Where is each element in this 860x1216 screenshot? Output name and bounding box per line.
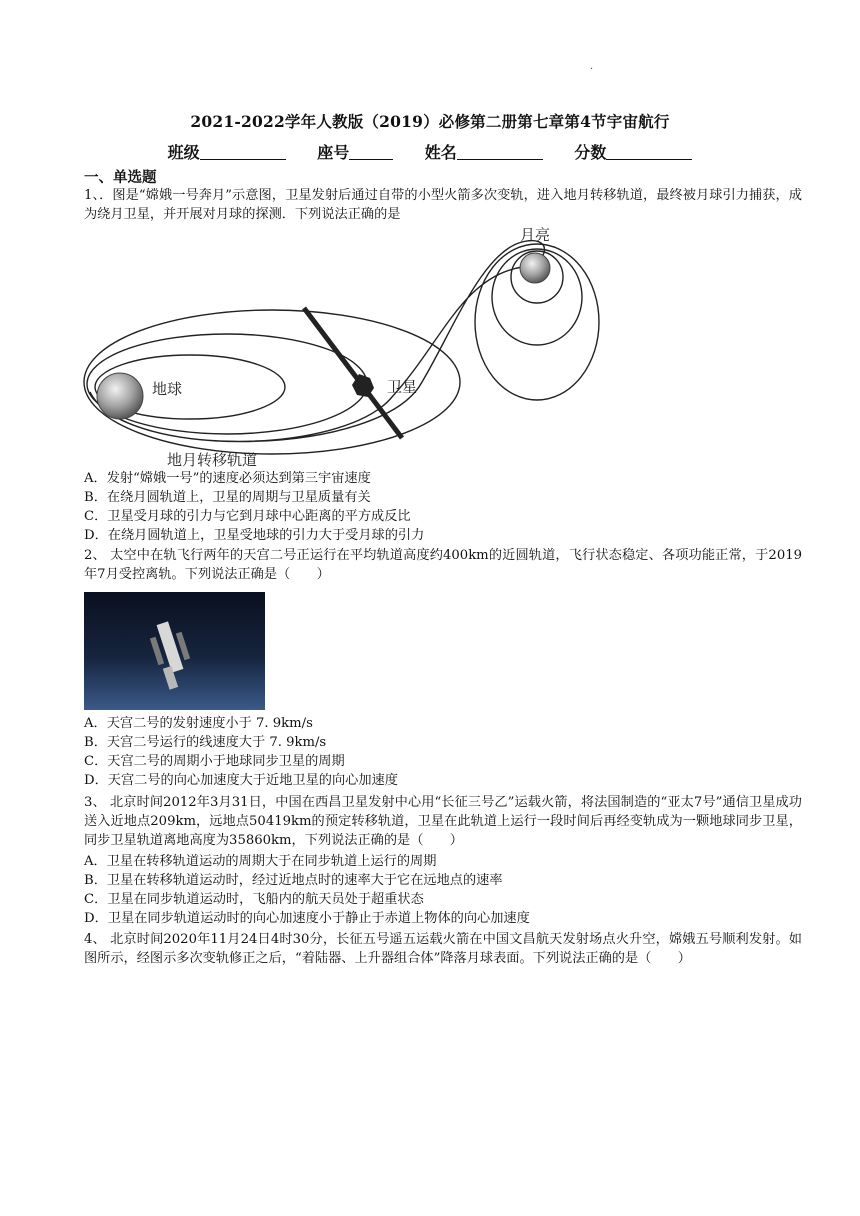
q1-option-d: D．在绕月圆轨道上，卫星受地球的引力大于受月球的引力 <box>84 528 425 543</box>
q3-option-a: A．卫星在转移轨道运动的周期大于在同步轨道上运行的周期 <box>84 854 437 869</box>
q2-option-b: B．天宫二号运行的线速度大于 7. 9km/s <box>84 735 327 750</box>
q3-option-d: D．卫星在同步轨道运动时的向心加速度小于静止于赤道上物体的向心加速度 <box>84 911 530 926</box>
moon-label: 月亮 <box>520 226 551 244</box>
q1-option-a: A．发射“嫦娥一号”的速度必须达到第三宇宙速度 <box>84 471 371 486</box>
q3-option-b: B．卫星在转移轨道运动时，经过近地点时的速率大于它在远地点的速率 <box>84 873 503 888</box>
q1-option-c: C．卫星受月球的引力与它到月球中心距离的平方成反比 <box>84 509 411 524</box>
q3-option-c: C．卫星在同步轨道运动时，飞船内的航天员处于超重状态 <box>84 892 424 907</box>
q2-option-a: A．天宫二号的发射速度小于 7. 9km/s <box>84 716 313 731</box>
header-dot: · <box>590 64 594 75</box>
earth-label: 地球 <box>152 380 183 398</box>
earth <box>97 373 143 419</box>
field-seat: 座号 <box>317 143 393 162</box>
earth-moon-orbit-figure <box>82 222 602 474</box>
question-1-stem: 1、．图是“嫦娥一号奔月”示意图，卫星发射后通过自带的小型火箭多次变轨，进入地月转移轨道，最终被月球引力捕获，成为绕月卫星，并开展对月球的探测．下列说法正确的是 <box>84 188 802 222</box>
student-info-fields <box>0 140 860 163</box>
field-class: 班级 <box>168 143 286 162</box>
section-heading: 一、单选题 <box>84 169 157 186</box>
question-2-stem: 2、 太空中在轨飞行两年的天宫二号正运行在平均轨道高度约400km的近圆轨道，飞行状态稳定、各项功能正常，于2019年7月受控离轨。下列说法正确是（ ） <box>84 548 802 582</box>
question-3-stem: 3、 北京时间2012年3月31日，中国在西昌卫星发射中心用“长征三号乙”运载火箭，将法国制造的“亚太7号”通信卫星成功送入近地点209km，远地点50419km的预定转移轨道，卫星在此轨道上运行一段时间后再经变轨成为一颗地球同步卫星，同步卫星轨道离地高度为35860km，下列说法正确的是（ ） <box>84 795 802 848</box>
field-name: 姓名 <box>425 143 543 162</box>
moon <box>520 253 550 283</box>
q1-option-b: B．在绕月圆轨道上，卫星的周期与卫星质量有关 <box>84 490 371 505</box>
question-4-stem: 4、 北京时间2020年11月24日4时30分，长征五号遥五运载火箭在中国文昌航天发射场点火升空，嫦娥五号顺利发射。如图所示，经图示多次变轨修正之后，“着陆器、上升器组合体”降落月球表面。下列说法正确的是（ ） <box>84 932 802 966</box>
field-score: 分数 <box>574 143 692 162</box>
tiangong-photo <box>84 592 265 710</box>
satellite-panels <box>304 308 402 438</box>
q2-option-d: D．天宫二号的向心加速度大于近地卫星的向心加速度 <box>84 773 398 788</box>
satellite-label: 卫星 <box>387 378 418 396</box>
q2-option-c: C．天宫二号的周期小于地球同步卫星的周期 <box>84 754 345 769</box>
page-title: 2021-2022学年人教版（2019）必修第二册第七章第4节宇宙航行 <box>190 112 670 131</box>
orbit-label: 地月转移轨道 <box>167 451 258 469</box>
